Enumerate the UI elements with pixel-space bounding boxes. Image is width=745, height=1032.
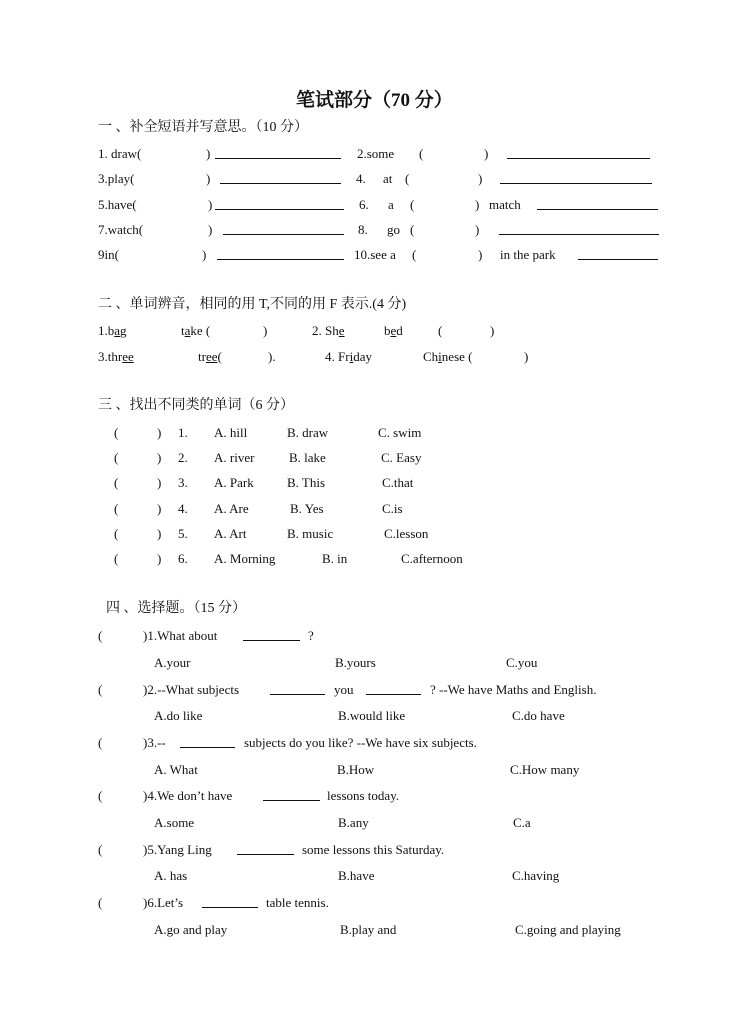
s3-row4-paren-right: ) xyxy=(157,501,162,516)
s4-q3-text: )3.-- xyxy=(143,735,166,750)
s1-item3-label: 3.play( xyxy=(98,171,135,186)
s1-item8-answer-blank[interactable] xyxy=(499,222,659,235)
s4-q4-option-c: C.a xyxy=(513,815,531,830)
s4-q4-tail: lessons today. xyxy=(327,788,400,803)
s4-q5-option-c: C.having xyxy=(512,868,560,883)
s4-q5-text: )5.Yang Ling xyxy=(143,842,212,857)
s1-item2-label: 2.some xyxy=(357,146,395,161)
s3-row2-paren-right: ) xyxy=(157,450,162,465)
s4-q1-option-b: B.yours xyxy=(335,655,376,670)
s1-item6-label: 6. xyxy=(359,197,369,212)
s2-row2-word1: 3.three xyxy=(98,349,134,364)
s4-q4-blank[interactable] xyxy=(263,788,320,801)
s1-item10-after: in the park xyxy=(500,247,556,262)
s3-row1-option-c: C. swim xyxy=(378,425,422,440)
s3-row6-num: 6. xyxy=(178,551,188,566)
s1-item6-close: ) xyxy=(475,197,480,212)
s1-item5-label: 5.have( xyxy=(98,197,137,212)
s1-item9-close: ) xyxy=(202,247,207,262)
s4-q2-blank2[interactable] xyxy=(366,682,421,695)
s3-row3-paren-right: ) xyxy=(157,475,162,490)
s3-row2-option-a: A. river xyxy=(214,450,255,465)
s1-item8-open: ( xyxy=(410,222,415,237)
s3-row2-option-c: C. Easy xyxy=(381,450,422,465)
s4-q1-answer-paren[interactable]: ( xyxy=(98,628,103,643)
s4-q3-option-a: A. What xyxy=(154,762,198,777)
s1-item7-close: ) xyxy=(208,222,213,237)
s4-q1-option-a: A.your xyxy=(154,655,191,670)
s1-item10-close: ) xyxy=(478,247,483,262)
s2-row2-word3: 4. Friday xyxy=(325,349,372,364)
s4-q4-option-a: A.some xyxy=(154,815,195,830)
s4-q1-text: )1.What about xyxy=(143,628,218,643)
s2-row1-word4: bed xyxy=(384,323,403,338)
s3-row1-option-b: B. draw xyxy=(287,425,329,440)
s4-q2-option-b: B.would like xyxy=(338,708,406,723)
section3-heading: 三 、找出不同类的单词（6 分） xyxy=(98,398,294,413)
s3-row6-paren-right: ) xyxy=(157,551,162,566)
s1-item8-close: ) xyxy=(475,222,480,237)
s1-item5-close: ) xyxy=(208,197,213,212)
section1-heading: 一 、补全短语并写意思。（10 分） xyxy=(98,120,308,135)
s1-item9-label: 9in( xyxy=(98,247,119,262)
s1-item2-close: ) xyxy=(484,146,489,161)
s3-row5-num: 5. xyxy=(178,526,188,541)
s2-row1-word3: 2. She xyxy=(312,323,345,338)
page-title: 笔试部分（70 分） xyxy=(296,90,453,111)
s4-q2-tail: ? --We have Maths and English. xyxy=(430,682,597,697)
s3-row5-paren-right: ) xyxy=(157,526,162,541)
s4-q2-blank1[interactable] xyxy=(270,682,325,695)
s4-q1-tail: ? xyxy=(308,628,314,643)
section2-heading: 二 、单词辨音，相同的用 T,不同的用 F 表示.(4 分) xyxy=(98,297,407,312)
s3-row4-num: 4. xyxy=(178,501,188,516)
s4-q5-blank[interactable] xyxy=(237,842,294,855)
s1-item7-label: 7.watch( xyxy=(98,222,144,237)
s1-item1-answer-blank[interactable] xyxy=(215,146,341,159)
s3-row2-paren-left[interactable]: ( xyxy=(114,450,119,465)
s4-q1-option-c: C.you xyxy=(506,655,538,670)
s3-row4-option-a: A. Are xyxy=(214,501,249,516)
s3-row5-paren-left[interactable]: ( xyxy=(114,526,119,541)
s1-item4-word: at xyxy=(383,171,393,186)
s3-row1-paren-left[interactable]: ( xyxy=(114,425,119,440)
s1-item6-open: ( xyxy=(410,197,415,212)
s1-item8-word: go xyxy=(387,222,400,237)
s1-item4-open: ( xyxy=(405,171,410,186)
s1-item10-open: ( xyxy=(412,247,417,262)
s4-q2-option-c: C.do have xyxy=(512,708,565,723)
s3-row4-option-c: C.is xyxy=(382,501,403,516)
s1-item3-answer-blank[interactable] xyxy=(220,171,341,184)
s3-row3-option-c: C.that xyxy=(382,475,414,490)
s1-item4-answer-blank[interactable] xyxy=(500,171,652,184)
s2-row1-word2: take ( xyxy=(181,323,211,338)
s4-q6-text: )6.Let’s xyxy=(143,895,184,910)
s3-row3-num: 3. xyxy=(178,475,188,490)
s4-q6-blank[interactable] xyxy=(202,895,258,908)
s4-q2-answer-paren[interactable]: ( xyxy=(98,682,103,697)
s4-q5-option-a: A. has xyxy=(154,868,188,883)
s3-row3-paren-left[interactable]: ( xyxy=(114,475,119,490)
s3-row2-option-b: B. lake xyxy=(289,450,326,465)
s2-row1-close2: ) xyxy=(490,323,495,338)
s4-q3-option-b: B.How xyxy=(337,762,375,777)
s1-item1-close: ) xyxy=(206,146,211,161)
s1-item1-label: 1. draw( xyxy=(98,146,142,161)
s3-row6-option-a: A. Morning xyxy=(214,551,276,566)
s4-q3-blank[interactable] xyxy=(180,735,235,748)
s1-item6-answer-blank[interactable] xyxy=(537,197,658,210)
s4-q3-option-c: C.How many xyxy=(510,762,580,777)
s4-q5-tail: some lessons this Saturday. xyxy=(302,842,445,857)
s2-row1-open2: ( xyxy=(438,323,443,338)
s2-row1-close1: ) xyxy=(263,323,268,338)
s3-row1-paren-right: ) xyxy=(157,425,162,440)
s3-row3-option-b: B. This xyxy=(287,475,326,490)
s3-row4-option-b: B. Yes xyxy=(290,501,324,516)
s2-row1-word1: 1.bag xyxy=(98,323,127,338)
s1-item3-close: ) xyxy=(206,171,211,186)
s1-item6-word: a xyxy=(388,197,394,212)
s1-item8-label: 8. xyxy=(358,222,368,237)
s3-row5-option-a: A. Art xyxy=(214,526,247,541)
s4-q6-tail: table tennis. xyxy=(266,895,329,910)
s4-q4-answer-paren[interactable]: ( xyxy=(98,788,103,803)
s1-item4-label: 4. xyxy=(356,171,366,186)
s3-row3-option-a: A. Park xyxy=(214,475,254,490)
s4-q2-option-a: A.do like xyxy=(154,708,203,723)
s4-q6-option-b: B.play and xyxy=(340,922,397,937)
s4-q4-text: )4.We don’t have xyxy=(143,788,233,803)
s3-row5-option-c: C.lesson xyxy=(384,526,429,541)
s2-row2-word2: tree( xyxy=(198,349,222,364)
section4-heading: 四 、选择题。（15 分） xyxy=(106,601,246,616)
s1-item10-answer-blank[interactable] xyxy=(578,247,658,260)
s4-q3-answer-paren[interactable]: ( xyxy=(98,735,103,750)
s2-row2-close2: ) xyxy=(524,349,529,364)
s3-row1-option-a: A. hill xyxy=(214,425,248,440)
s4-q2-text: )2.--What subjects xyxy=(143,682,240,697)
s1-item5-answer-blank[interactable] xyxy=(215,197,344,210)
s1-item4-close: ) xyxy=(478,171,483,186)
s1-item2-open: ( xyxy=(419,146,424,161)
s1-item2-answer-blank[interactable] xyxy=(507,146,650,159)
s1-item10-label: 10.see a xyxy=(354,247,396,262)
s1-item9-answer-blank[interactable] xyxy=(217,247,344,260)
s2-row2-word4: Chinese ( xyxy=(423,349,473,364)
s4-q6-option-c: C.going and playing xyxy=(515,922,621,937)
s4-q1-blank[interactable] xyxy=(243,628,300,641)
s4-q6-answer-paren[interactable]: ( xyxy=(98,895,103,910)
s1-item7-answer-blank[interactable] xyxy=(223,222,344,235)
s3-row6-option-b: B. in xyxy=(322,551,348,566)
s2-row2-close1: ). xyxy=(268,349,276,364)
s3-row2-num: 2. xyxy=(178,450,188,465)
s1-item6-after: match xyxy=(489,197,521,212)
s3-row1-num: 1. xyxy=(178,425,188,440)
s3-row4-paren-left[interactable]: ( xyxy=(114,501,119,516)
s4-q6-option-a: A.go and play xyxy=(154,922,228,937)
s4-q2-mid: you xyxy=(334,682,354,697)
s3-row6-paren-left[interactable]: ( xyxy=(114,551,119,566)
s4-q3-tail: subjects do you like? --We have six subjects. xyxy=(244,735,477,750)
s4-q5-option-b: B.have xyxy=(338,868,375,883)
s4-q5-answer-paren[interactable]: ( xyxy=(98,842,103,857)
s3-row5-option-b: B. music xyxy=(287,526,334,541)
s4-q4-option-b: B.any xyxy=(338,815,369,830)
s3-row6-option-c: C.afternoon xyxy=(401,551,463,566)
